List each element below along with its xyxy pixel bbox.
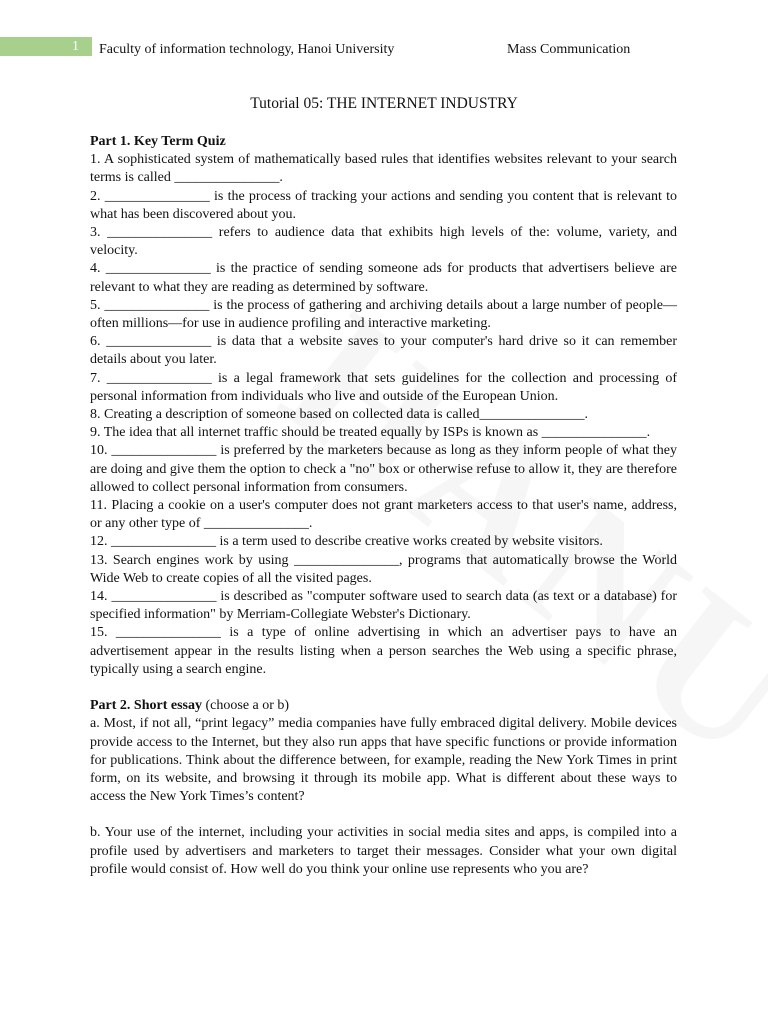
question-9: 9. The idea that all internet traffic should be treated equally by ISPs is known as _______________. <box>90 425 651 441</box>
question-14: 14. _______________ is described as "computer software used to search data (as text or a database) for specified information" by Merriam-Collegiate Webster's Dictionary. <box>90 589 677 623</box>
question-2: 2. _______________ is the process of tracking your actions and sending you content that is relevant to what has been discovered about you. <box>90 188 677 222</box>
question-11: 11. Placing a cookie on a user's computer does not grant marketers access to that user's name, address, or any other type of _______________. <box>90 498 677 532</box>
section-spacer <box>90 679 677 697</box>
question-1: 1. A sophisticated system of mathematically based rules that identifies websites relevant to your search terms is called _______________. <box>90 152 677 186</box>
header-faculty: Faculty of information technology, Hanoi University <box>99 42 395 57</box>
question-13: 13. Search engines work by using _______________, programs that automatically browse the World Wide Web to create copies of all the visited pages. <box>90 552 677 586</box>
part2-heading <box>90 697 677 715</box>
essay-option-a: a. Most, if not all, “print legacy” media companies have fully embraced digital delivery. Mobile devices provide access to the Internet, but they also run apps that have specific functions or provide information for publications. Think about the difference between, for example, reading the New York Times in print form, on its website, and browsing it through its mobile app. What is different about these ways to access the New York Times’s content? <box>90 716 677 805</box>
part1-heading: Part 1. Key Term Quiz <box>90 134 226 149</box>
question-12: 12. _______________ is a term used to describe creative works created by website visitors. <box>90 534 603 550</box>
document-title: Tutorial 05: THE INTERNET INDUSTRY <box>250 95 518 112</box>
essay-spacer <box>90 806 677 824</box>
question-7: 7. _______________ is a legal framework that sets guidelines for the collection and processing of personal information from individuals who live and outside of the European Union. <box>90 370 677 404</box>
essay-option-b: b. Your use of the internet, including your activities in social media sites and apps, is compiled into a profile used by advertisers and marketers to target their messages. Consider what your own digital profile would consist of. How well do you think your online use represents who you are? <box>90 825 677 877</box>
question-15: 15. _______________ is a type of online advertising in which an advertiser pays to have an advertisement appear in the results listing when a person searches the Web using a specific phrase, typically using a search engine. <box>90 625 677 677</box>
question-3: 3. _______________ refers to audience data that exhibits high levels of the: volume, variety, and velocity. <box>90 225 677 259</box>
question-5: 5. _______________ is the process of gathering and archiving details about a large number of people—often millions—for use in audience profiling and interactive marketing. <box>90 297 677 332</box>
question-6: 6. _______________ is data that a website saves to your computer's hard drive so it can remember details about you later. <box>90 334 677 368</box>
document-body <box>90 133 677 879</box>
question-4: 4. _______________ is the practice of sending someone ads for products that advertisers believe are relevant to what they are reading as determined by software. <box>90 261 677 295</box>
question-8: 8. Creating a description of someone based on collected data is called_______________. <box>90 407 589 423</box>
part2-heading-note: (choose a or b) <box>202 698 290 714</box>
part2-heading-label: Part 2. Short essay <box>90 698 202 714</box>
question-10: 10. _______________ is preferred by the marketers because as long as they inform people of what they are doing and give them the option to check a "no" box or otherwise refuse to allow it, they are therefore allowed to collect personal information from consumers. <box>90 443 677 495</box>
page-number: 1 <box>72 39 79 54</box>
header-course: Mass Communication <box>507 42 631 57</box>
